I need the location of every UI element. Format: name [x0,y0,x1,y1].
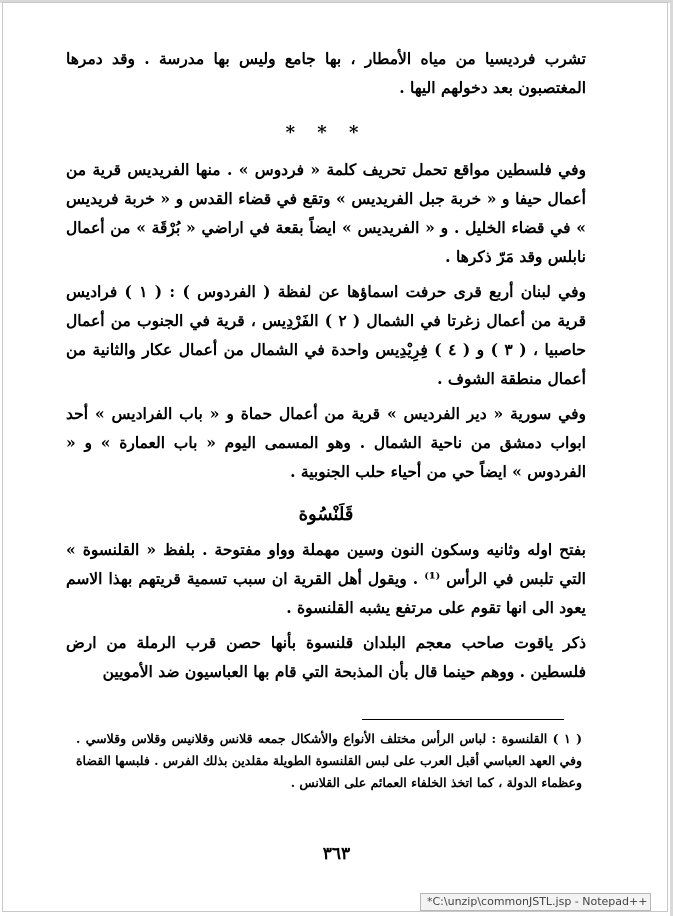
window-tooltip[interactable]: *C:\unzip\commonJSTL.jsp - Notepad++ [420,893,651,911]
page-number: ٣٦٣ [322,844,351,864]
page-body [66,44,586,686]
paragraph-qalansuwa-yaqut: ذكر ياقوت صاحب معجم البلدان قلنسوة بأنها حصن قرب الرملة من ارض فلسطين . ووهم حينما قال بأن المذبحة التي قام بها العباسيون ضد الأمويين [66,633,586,681]
section-separator: * * * [285,122,367,143]
section-heading: قَلَنْسُوة [298,504,354,525]
paragraph-lebanon: وفي لبنان أربع قرى حرفت اسماؤها عن لفظة ( الفردوس ) : ( ١ ) فراديس قرية من أعمال زغرتا في الشمال ( ٢ ) الفَرْدِيس ، قرية في الجنوب من أعمال حاصبيا ، ( ٣ ) و ( ٤ ) فِرِيْدِيس واحدة في الشمال من أعمال عكار والثانية من أعمال منطقة الشوف . [66,282,586,388]
paragraph-qalansuwa-intro: بفتح اوله وثانيه وسكون النون وسين مهملة وواو مفتوحة . بلفظ « القلنسوة » التي تلبس في الرأس ⁽¹⁾ . ويقول أهل القرية ان سبب تسمية قريتهم بهذا الاسم يعود الى انها تقوم على مرتفع يشبه القلنسوة . [66,540,586,617]
paragraph-syria: وفي سورية « دير الفرديس » قرية من أعمال حماة و « باب الفراديس » أحد ابواب دمشق من ناحية الشمال . وهو المسمى اليوم « باب العمارة » و « الفردوس » ايضاً حي من أحياء حلب الجنوبية . [66,404,586,481]
footnote-rule [362,719,564,720]
paragraph-continuation: تشرب فرديسيا من مياه الأمطار ، بها جامع وليس بها مدرسة . وقد دمرها المغتصبون بعد دخولهم اليها . [66,49,586,97]
footnote: ( ١ ) القلنسوة : لباس الرأس مختلف الأنواع والأشكال جمعه قلانس وقلانيس وقلاس وقلاسي . وفي العهد العباسي أقبل العرب على لبس القلنسوة الطويلة مقلدين بذلك الفرس . فلبسها القضاة وعظماء الدولة ، كما اتخذ الخلفاء العمائم على القلانس . [76,731,582,790]
paragraph-palestine: وفي فلسطين مواقع تحمل تحريف كلمة « فردوس » . منها الفريديس قرية من أعمال حيفا و « خربة جبل الفريديس » وتقع في قضاء القدس و « خربة فريديس » في قضاء الخليل . و « الفريديس » ايضاً بقعة في اراضي « بُرْقَة » من أعمال نابلس وقد مَرّ ذكرها . [66,160,586,266]
